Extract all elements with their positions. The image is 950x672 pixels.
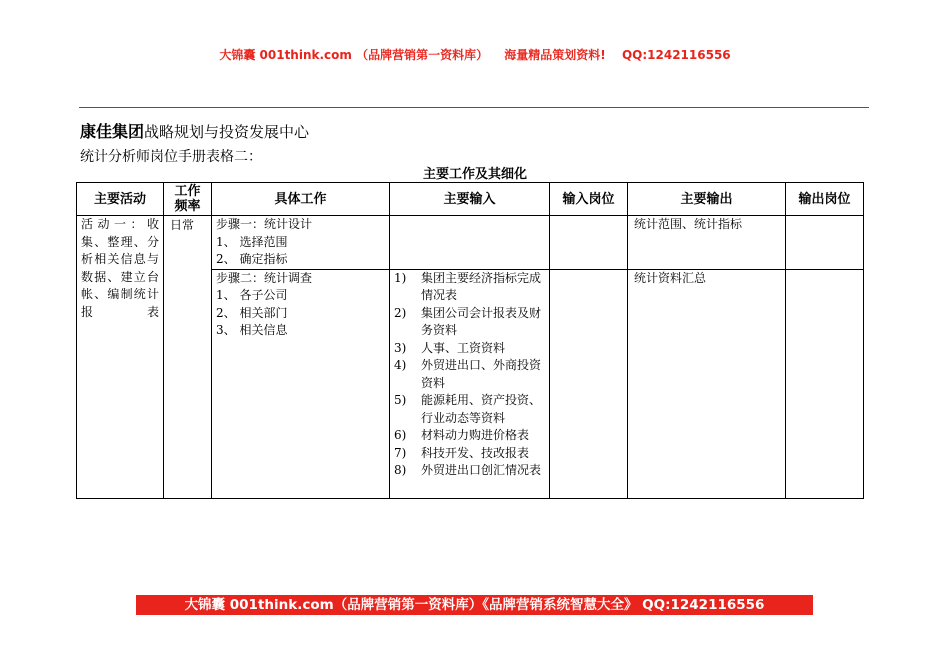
list-item-number: 2) bbox=[394, 305, 407, 320]
document-subtitle: 统计分析师岗位手册表格二： bbox=[80, 149, 262, 165]
step-2-title: 步骤二：统计调查 bbox=[216, 270, 313, 285]
org-department: 战略规划与投资发展中心 bbox=[144, 123, 310, 141]
header-work: 具体工作 bbox=[212, 183, 390, 216]
top-banner-brand: 大锦囊 001think.com （品牌营销第一资料库） bbox=[219, 48, 489, 62]
list-item-number: 5) bbox=[394, 393, 407, 407]
work-detail-table bbox=[76, 182, 864, 499]
list-item-number: 3) bbox=[394, 340, 407, 355]
step-1-work bbox=[212, 216, 390, 270]
step-1-output-post bbox=[786, 216, 864, 270]
step-1-title: 步骤一：统计设计 bbox=[216, 217, 313, 231]
step-2-work bbox=[212, 269, 390, 498]
table-header-row bbox=[77, 183, 864, 216]
step-1-input bbox=[390, 216, 550, 270]
header-activity: 主要活动 bbox=[77, 183, 164, 216]
list-item-number: 8) bbox=[394, 463, 407, 477]
step-2-output: 统计资料汇总 bbox=[628, 269, 786, 498]
list-item-text: 外贸进出口、外商投资资料 bbox=[421, 358, 542, 390]
top-banner-slogan: 海量精品策划资料! bbox=[504, 48, 606, 62]
list-item-text: 人事、工资资料 bbox=[421, 340, 506, 355]
list-item bbox=[394, 392, 545, 427]
bottom-banner: 大锦囊 001think.com（品牌营销第一资料库）《品牌营销系统智慧大全》 QQ:1242116556 bbox=[136, 595, 813, 615]
list-item-text: 材料动力购进价格表 bbox=[421, 428, 530, 442]
list-item bbox=[394, 340, 545, 358]
header-output: 主要输出 bbox=[628, 183, 786, 216]
header-frequency bbox=[164, 183, 212, 216]
table-title: 主要工作及其细化 bbox=[422, 167, 527, 182]
header-input: 主要输入 bbox=[390, 183, 550, 216]
list-item-text: 能源耗用、资产投资、行业动态等资料 bbox=[421, 393, 542, 425]
step-1-input-post bbox=[550, 216, 628, 270]
header-input-post: 输入岗位 bbox=[550, 183, 628, 216]
header-output-post: 输出岗位 bbox=[786, 183, 864, 216]
step-2-item: 3、 相关信息 bbox=[216, 323, 288, 337]
org-name: 康佳集团 bbox=[80, 122, 145, 141]
step-1-output: 统计范围、统计指标 bbox=[628, 216, 786, 270]
activity-cell: 活动一：收集、整理、分析相关信息与数据、建立台帐、编制统计报表 bbox=[77, 216, 164, 499]
frequency-cell: 日常 bbox=[164, 216, 212, 499]
list-item bbox=[394, 445, 545, 463]
step-2-item: 1、 各子公司 bbox=[216, 288, 288, 302]
list-item-text: 集团公司会计报表及财务资料 bbox=[421, 305, 542, 337]
list-item-number: 6) bbox=[394, 428, 407, 442]
list-item bbox=[394, 462, 545, 480]
list-item bbox=[394, 357, 545, 392]
list-item-number: 4) bbox=[394, 358, 407, 372]
header-frequency-text: 工作频率 bbox=[174, 184, 201, 214]
list-item-text: 集团主要经济指标完成情况表 bbox=[421, 270, 542, 302]
list-item-text: 科技开发、技改报表 bbox=[421, 445, 530, 460]
list-item bbox=[394, 427, 545, 445]
step-2-output-post bbox=[786, 269, 864, 498]
top-banner-qq: QQ:1242116556 bbox=[621, 48, 731, 62]
step-2-input-post bbox=[550, 269, 628, 498]
org-title bbox=[80, 119, 309, 142]
step-1-item: 2、 确定指标 bbox=[216, 252, 288, 266]
list-item-number: 7) bbox=[394, 445, 407, 460]
list-item-text: 外贸进出口创汇情况表 bbox=[421, 463, 542, 477]
header-divider bbox=[79, 107, 869, 108]
table-row bbox=[77, 216, 864, 270]
list-item bbox=[394, 270, 545, 305]
step-1-item: 1、 选择范围 bbox=[216, 234, 288, 249]
list-item bbox=[394, 305, 545, 340]
step-2-input bbox=[390, 269, 550, 498]
list-item-number: 1) bbox=[394, 270, 407, 285]
input-list bbox=[394, 270, 545, 480]
top-banner bbox=[0, 46, 950, 63]
step-2-item: 2、 相关部门 bbox=[216, 305, 288, 320]
